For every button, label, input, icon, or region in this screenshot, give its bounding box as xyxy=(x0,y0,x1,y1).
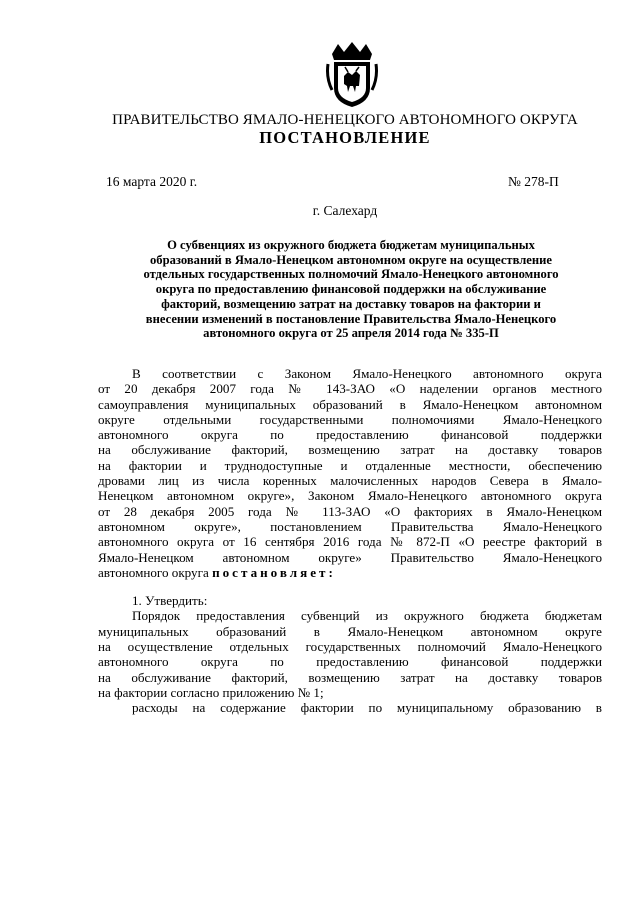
coat-of-arms-icon xyxy=(326,42,378,108)
preamble-line: автономного округа от 16 сентября 2016 года № 872-П «О реестре факторий в xyxy=(98,534,602,550)
expense-line: расходы на содержание фактории по муниципальному образованию в xyxy=(132,700,602,716)
preamble-line: на фактории и труднодоступные и отдаленные местности, обеспечению xyxy=(98,457,602,473)
document-number: № 278-П xyxy=(508,174,559,189)
subject-line: отдельных государственных полномочий Ямало-Ненецкого автономного xyxy=(143,267,559,282)
subject-line: факторий, возмещению затрат на доставку товаров на фактории и xyxy=(161,296,541,311)
preamble-line: автономном округе», постановлением Правительства Ямало-Ненецкого xyxy=(98,518,602,534)
subject-line: автономного округа от 25 апреля 2014 года № 335-П xyxy=(203,326,499,341)
order-line: автономного округа по предоставлению финансовой поддержки xyxy=(98,654,602,670)
document-subject xyxy=(108,238,594,341)
expense-paragraph xyxy=(98,700,602,715)
preamble-line: автономного округа по предоставлению финансовой поддержки xyxy=(98,427,602,443)
order-line: муниципальных образований в Ямало-Ненецком автономном округе xyxy=(98,623,602,639)
preamble-line: самоуправления муниципальных образований в Ямало-Ненецком автономном xyxy=(98,396,602,412)
subject-line: внесении изменений в постановление Правительства Ямало-Ненецкого xyxy=(145,311,557,326)
preamble-line: на обслуживание факторий, возмещению затрат на доставку товаров xyxy=(98,442,602,458)
preamble-line: В соответствии с Законом Ямало-Ненецкого автономного округа xyxy=(132,366,602,381)
preamble-line: Ямало-Ненецком автономном округе» Правительство Ямало-Ненецкого xyxy=(98,549,602,565)
preamble-line: округе отдельными государственными полномочиями Ямало-Ненецкого xyxy=(98,411,602,427)
preamble-line: от 20 декабря 2007 года № 143-ЗАО «О наделении органов местного xyxy=(98,381,602,397)
resolves-word: постановляет: xyxy=(212,564,336,580)
document-type: ПОСТАНОВЛЕНИЕ xyxy=(259,128,431,147)
preamble-closing-line xyxy=(98,565,602,580)
document-date: 16 марта 2020 г. xyxy=(106,174,198,189)
order-line: на фактории согласно приложению № 1; xyxy=(98,684,324,700)
document-city: г. Салехард xyxy=(312,203,378,218)
preamble-line: от 28 декабря 2005 года № 113-ЗАО «О факториях в Ямало-Ненецком xyxy=(98,503,602,519)
order-line: на осуществление отдельных государственных полномочий Ямало-Ненецкого xyxy=(98,639,602,655)
document-body xyxy=(98,366,602,716)
preamble-paragraph xyxy=(98,366,602,580)
subject-line: О субвенциях из окружного бюджета бюджетам муниципальных xyxy=(167,238,535,252)
preamble-line: Ненецком автономном округе», Законом Ямало-Ненецкого автономного округа xyxy=(98,488,602,504)
order-paragraph xyxy=(98,608,602,700)
government-title: ПРАВИТЕЛЬСТВО ЯМАЛО-НЕНЕЦКОГО АВТОНОМНОГО ОКРУГА xyxy=(112,112,578,128)
order-line: Порядок предоставления субвенций из окружного бюджета бюджетам xyxy=(132,608,602,624)
order-line: на обслуживание факторий, возмещению затрат на доставку товаров xyxy=(98,669,602,685)
preamble-line: дровами лиц из числа коренных малочисленных народов Севера в Ямало- xyxy=(98,473,602,489)
item-1-heading: 1. Утвердить: xyxy=(132,593,208,609)
subject-line: образований в Ямало-Ненецком автономном округе на осуществление xyxy=(149,252,552,267)
preamble-tail: автономного округа xyxy=(98,564,209,580)
subject-line: округа по предоставлению финансовой поддержки на обслуживание xyxy=(155,282,547,297)
